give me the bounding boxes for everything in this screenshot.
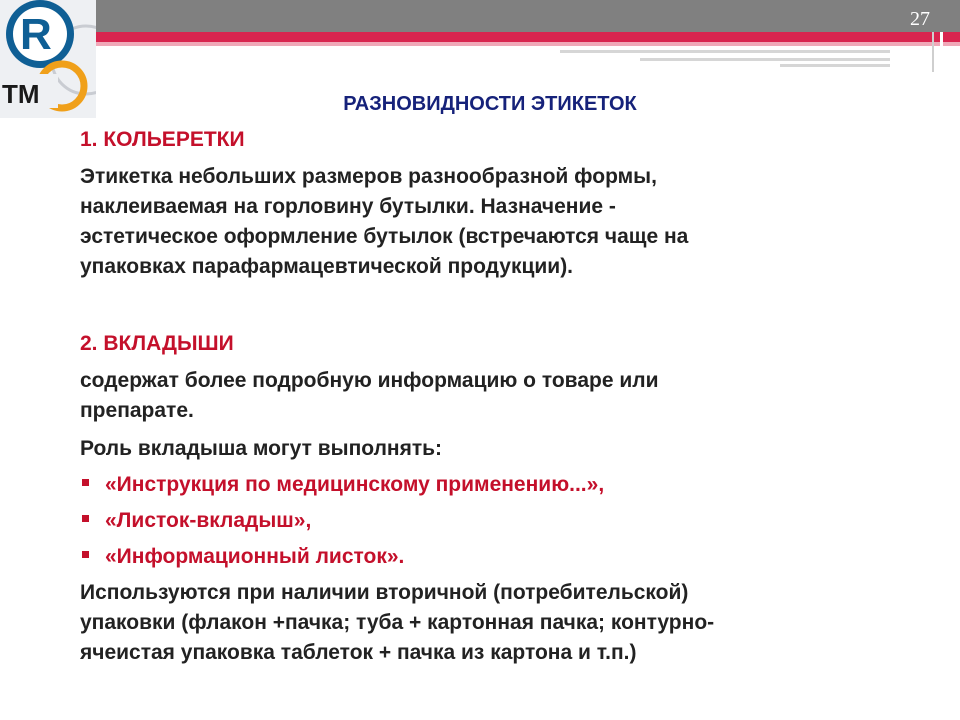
text-line: упаковках парафармацевтической продукции).: [80, 255, 574, 278]
decor-stripe: [560, 50, 890, 53]
bullet-icon: [82, 515, 89, 522]
list-item: [82, 470, 604, 500]
decor-line: [940, 32, 943, 72]
accent-bar: [96, 32, 960, 42]
decor-line: [932, 32, 934, 72]
decor-stripe: [780, 64, 890, 67]
text-line: препарате.: [80, 399, 194, 422]
usage-description: [80, 578, 900, 668]
section-heading-inserts: 2. ВКЛАДЫШИ: [80, 332, 234, 355]
text-line: упаковки (флакон +пачка; туба + картонная пачка; контурно-: [80, 611, 715, 634]
text-line: Используются при наличии вторичной (потребительской): [80, 581, 689, 604]
list-item-text: «Листок-вкладыш»,: [105, 509, 312, 532]
text-line: наклеиваемая на горловину бутылки. Назначение -: [80, 195, 616, 218]
page-number: 27: [910, 8, 930, 30]
text-line: Этикетка небольших размеров разнообразной формы,: [80, 165, 657, 188]
section-heading-collars: 1. КОЛЬЕРЕТКИ: [80, 128, 245, 151]
inserts-intro: [80, 366, 900, 426]
bullet-icon: [82, 479, 89, 486]
slide-title: РАЗНОВИДНОСТИ ЭТИКЕТОК: [343, 93, 637, 115]
svg-text:R: R: [20, 10, 52, 59]
text-line: содержат более подробную информацию о товаре или: [80, 369, 659, 392]
top-bar: [0, 0, 960, 32]
text-line: ячеистая упаковка таблеток + пачка из картона и т.п.): [80, 641, 637, 664]
svg-text:TM: TM: [2, 79, 40, 109]
list-item-text: «Информационный листок».: [105, 545, 405, 568]
accent-bar-light: [96, 42, 960, 46]
collars-description: [80, 162, 900, 282]
list-item-text: «Инструкция по медицинскому применению...»,: [105, 473, 605, 496]
bullet-icon: [82, 551, 89, 558]
list-item: [82, 542, 404, 572]
list-item: [82, 506, 311, 536]
decor-stripe: [640, 58, 890, 61]
text-line: эстетическое оформление бутылок (встречаются чаще на: [80, 225, 689, 248]
role-label: Роль вкладыша могут выполнять:: [80, 437, 443, 460]
